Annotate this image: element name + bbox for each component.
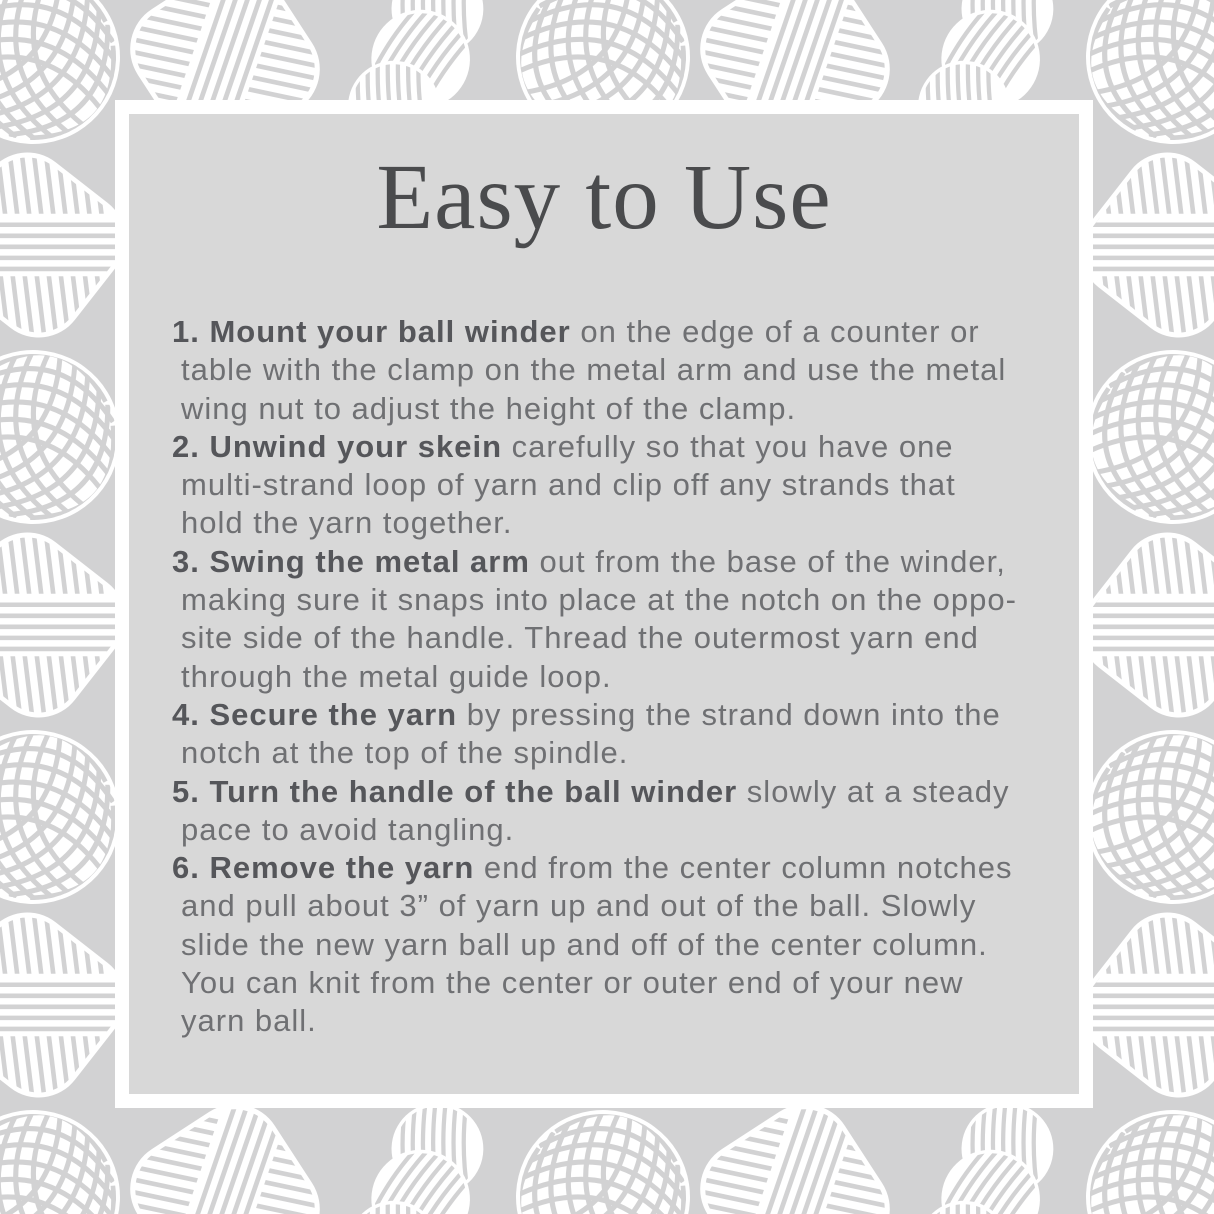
step-line: hold the yarn together. [181,505,513,541]
step-line: site side of the handle. Thread the outermost yarn end [181,620,979,656]
step-line: yarn ball. [181,1003,317,1039]
step-line: notch at the top of the spindle. [181,735,629,771]
step-lead-bold: 6. Remove the yarn [172,850,475,886]
step-line: multi-strand loop of yarn and clip off any strands that [181,467,956,503]
step-lead-bold: 3. Swing the metal arm [172,543,530,579]
step-line: through the metal guide loop. [181,658,612,694]
step-lead-bold: 4. Secure the yarn [172,696,458,732]
step-line: slide the new yarn ball up and off of the center column. [181,926,988,962]
step-lead-bold: 5. Turn the handle of the ball winder [172,773,738,809]
step-line: wing nut to adjust the height of the clamp. [181,390,797,426]
step-line: 4. Secure the yarn by pressing the strand down into the [172,696,1001,732]
step-line: 1. Mount your ball winder on the edge of a counter or [172,314,980,349]
step-line: pace to avoid tangling. [181,811,515,847]
page-title: Easy to Use [376,146,832,249]
steps [172,313,1082,1041]
step-lead-bold: 1. Mount your ball winder [172,314,571,349]
step-line: 2. Unwind your skein carefully so that you have one [172,428,954,464]
step-lead-bold: 2. Unwind your skein [172,428,503,464]
step-line: You can knit from the center or outer end of your new [181,965,964,1001]
step-line: 3. Swing the metal arm out from the base of the winder, [172,543,1006,579]
step-line: making sure it snaps into place at the notch on the oppo- [181,582,1017,618]
step-line: 6. Remove the yarn end from the center column notches [172,850,1013,886]
step-line: table with the clamp on the metal arm and use the metal [181,352,1007,388]
step-line: 5. Turn the handle of the ball winder slowly at a steady [172,773,1010,809]
step-line: and pull about 3” of yarn up and out of the ball. Slowly [181,888,977,924]
